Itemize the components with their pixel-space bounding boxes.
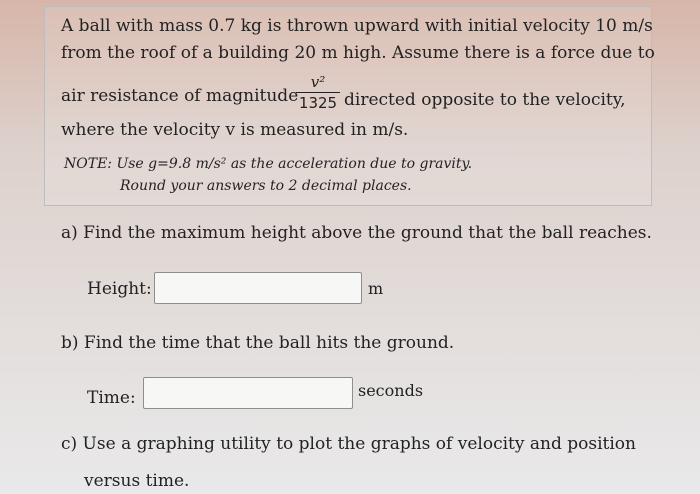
note-line-2: Round your answers to 2 decimal places. xyxy=(120,178,412,194)
height-unit: m xyxy=(368,279,384,298)
height-label: Height: xyxy=(87,279,152,299)
fraction-numerator: v² xyxy=(296,74,340,93)
problem-line-1: A ball with mass 0.7 kg is thrown upward with initial velocity 10 m/s xyxy=(61,16,653,36)
question-a: a) Find the maximum height above the ground that the ball reaches. xyxy=(61,223,652,243)
question-c-line-1: c) Use a graphing utility to plot the graphs of velocity and position xyxy=(61,434,636,454)
problem-line-2: from the roof of a building 20 m high. Assume there is a force due to xyxy=(61,43,655,63)
question-c-line-2: versus time. xyxy=(84,471,190,491)
fraction-denominator: 1325 xyxy=(298,94,338,112)
problem-line-3-end: directed opposite to the velocity, xyxy=(344,90,626,110)
time-input[interactable] xyxy=(143,377,353,409)
air-resistance-fraction xyxy=(296,74,340,111)
note-line-1: NOTE: Use g=9.8 m/s² as the acceleration due to gravity. xyxy=(64,156,473,172)
time-unit: seconds xyxy=(358,381,424,400)
problem-line-3-start: air resistance of magnitude xyxy=(61,86,299,106)
question-b: b) Find the time that the ball hits the ground. xyxy=(61,333,455,353)
problem-line-4: where the velocity v is measured in m/s. xyxy=(61,120,409,140)
time-label: Time: xyxy=(87,388,136,408)
height-input[interactable] xyxy=(154,272,362,304)
